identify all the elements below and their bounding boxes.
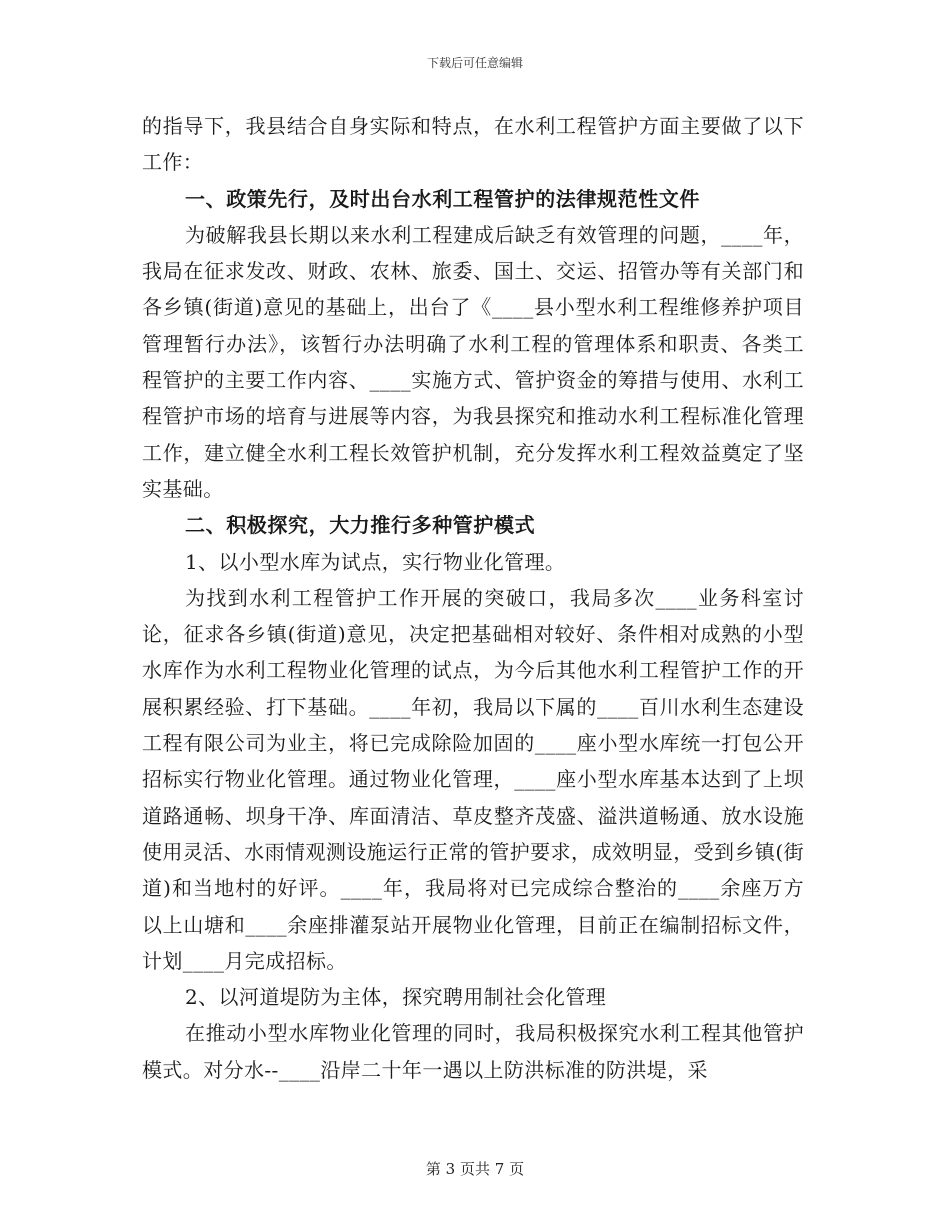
section-heading-models: 二、积极探究，大力推行多种管护模式 bbox=[185, 513, 536, 538]
paragraph-policy: 为破解我县长期以来水利工程建成后缺乏有效管理的问题，____年，我局在征求发改、财政、农林、旅委、国土、交运、招管办等有关部门和各乡镇(街道)意见的基础上，出台了《____县小型水利工程维修养护项目管理暂行办法》，该暂行办法明确了水利工程的管理体系和职责、各类工程管护的主要工作内容、____实施方式、管护资金的筹措与使用、水利工程管护市场的培育与进展等内容，为我县探究和推动水利工程标准化管理工作，建立健全水利工程长效管护机制，充分发挥水利工程效益奠定了坚实基础。 bbox=[142, 222, 804, 501]
paragraph-reservoir: 为找到水利工程管护工作开展的突破口，我局多次____业务科室讨论，征求各乡镇(街道)意见，决定把基础相对较好、条件相对成熟的小型水库作为水利工程物业化管理的试点，为今后其他水利工程管护工作的开展积累经验、打下基础。____年初，我局以下属的____百川水利生态建设工程有限公司为业主，将已完成除险加固的____座小型水库统一打包公开招标实行物业化管理。通过物业化管理，____座小型水库基本达到了上坝道路通畅、坝身干净、库面清洁、草皮整齐茂盛、溢洪道畅通、放水设施使用灵活、水雨情观测设施运行正常的管护要求，成效明显，受到乡镇(街道)和当地村的好评。____年，我局将对已完成综合整治的____余座万方以上山塘和____余座排灌泵站开展物业化管理，目前正在编制招标文件，计划____月完成招标。 bbox=[142, 585, 804, 973]
page-footer: 第 3 页共 7 页 bbox=[425, 1160, 525, 1178]
page-header: 下载后可任意编辑 bbox=[426, 56, 523, 70]
section-heading-policy: 一、政策先行，及时出台水利工程管护的法律规范性文件 bbox=[185, 186, 700, 211]
document-body bbox=[142, 108, 804, 1088]
paragraph-embankment: 在推动小型水库物业化管理的同时，我局积极探究水利工程其他管护模式。对分水--____沿岸二十年一遇以上防洪标准的防洪堤，采 bbox=[142, 1021, 804, 1082]
subheading-embankment: 2、以河道堤防为主体，探究聘用制社会化管理 bbox=[185, 985, 607, 1010]
subheading-reservoir: 1、以小型水库为试点，实行物业化管理。 bbox=[185, 549, 566, 574]
paragraph-intro: 的指导下，我县结合自身实际和特点，在水利工程管护方面主要做了以下工作： bbox=[142, 114, 804, 175]
